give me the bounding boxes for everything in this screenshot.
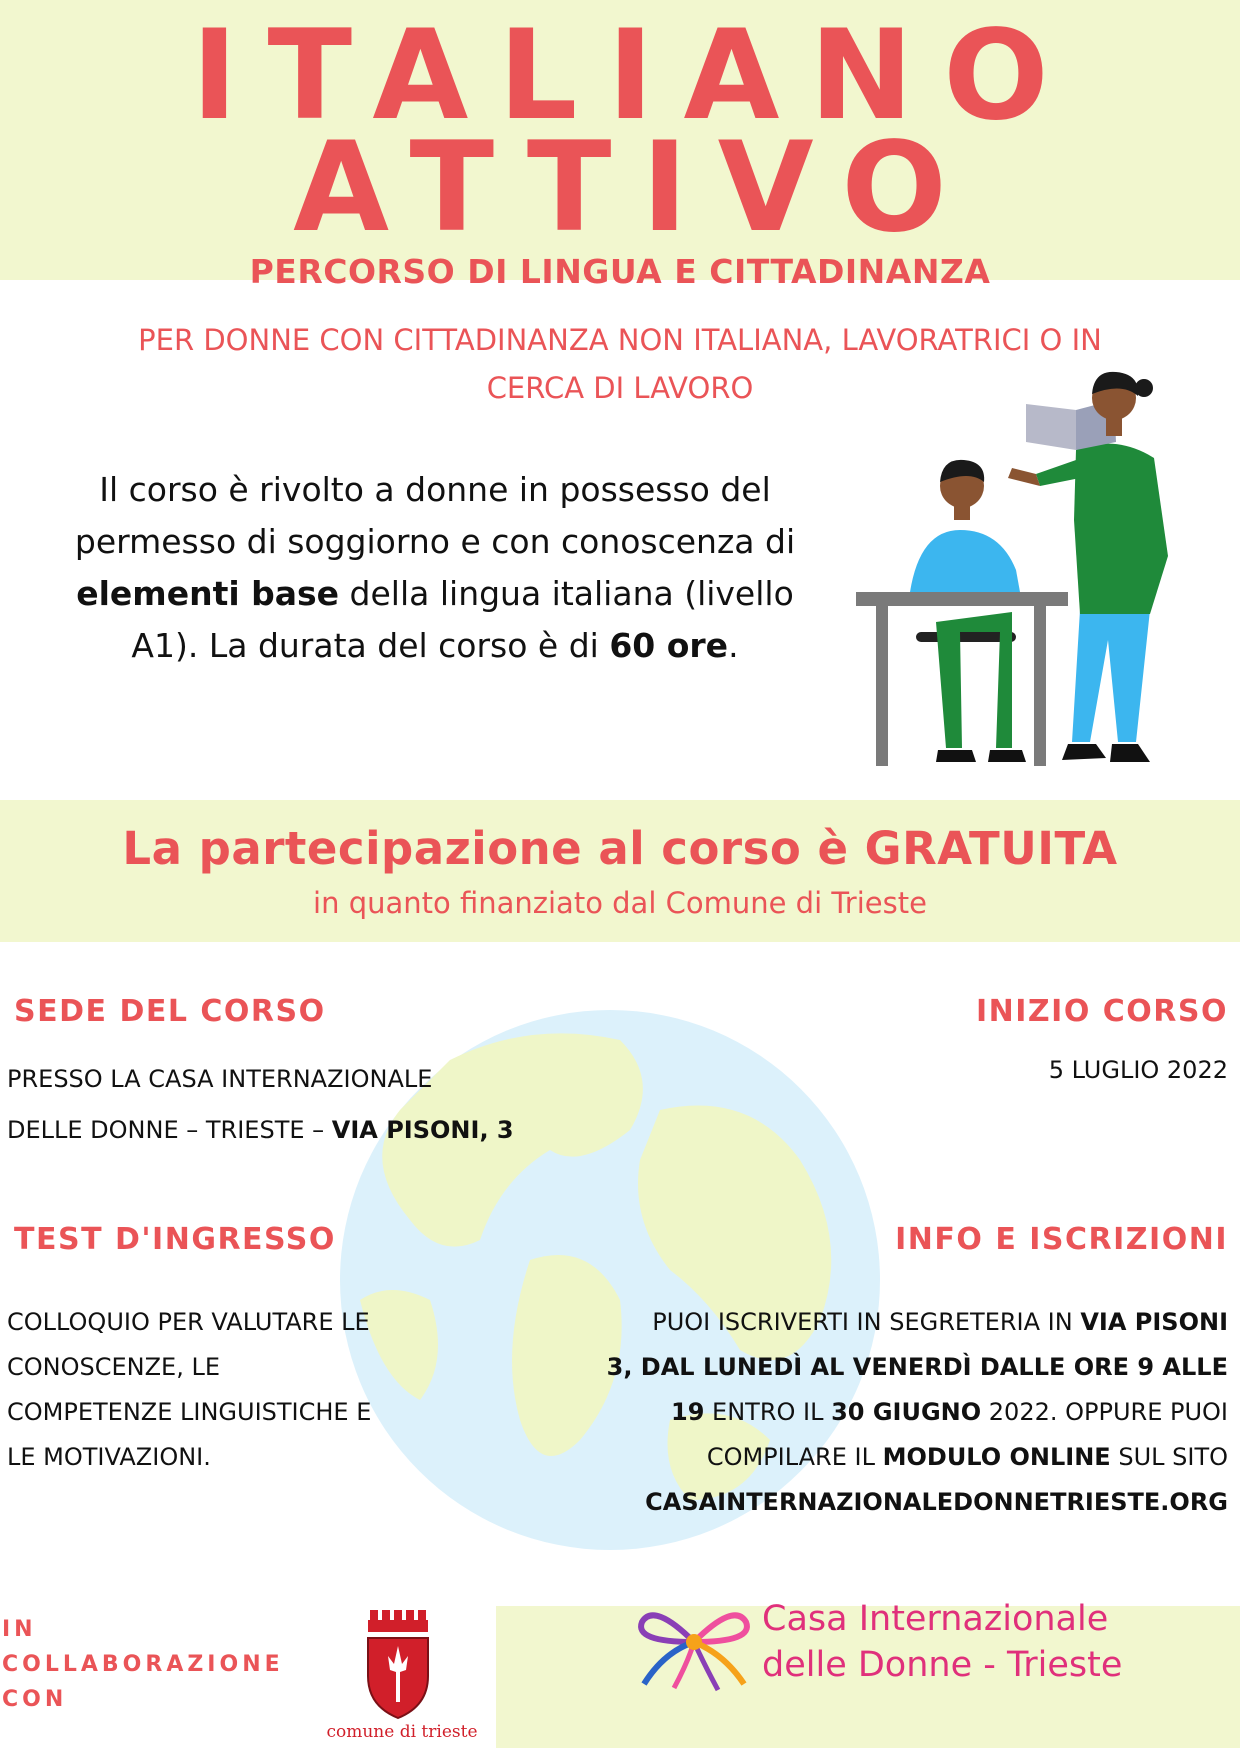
casa-name-line-1: Casa Internazionale <box>762 1599 1109 1639</box>
crest-icon <box>308 1606 496 1722</box>
info-line-4-text-2: SUL SITO <box>1110 1443 1228 1471</box>
trieste-crest-logo <box>308 1606 496 1748</box>
info-address-1: VIA PISONI <box>1080 1308 1228 1336</box>
title-line-2: ATTIVO <box>293 116 977 260</box>
info-website: CASAINTERNAZIONALEDONNETRIESTE.ORG <box>645 1488 1228 1516</box>
collab-line-3: CON <box>2 1687 68 1712</box>
test-line-2: CONOSCENZE, LE <box>7 1353 220 1381</box>
casa-name-line-2: delle Donne - Trieste <box>762 1645 1123 1685</box>
info-line-4 <box>528 1435 1228 1480</box>
collaboration-label <box>2 1612 302 1717</box>
info-line-3-text-2: 2022. OPPURE PUOI <box>981 1398 1228 1426</box>
intro-text-2: della lingua italiana (livello A1). La durata del corso è di <box>131 574 794 665</box>
info-line-4-text-1: COMPILARE IL <box>706 1443 883 1471</box>
audience-line-2: CERCA DI LAVORO <box>486 371 754 405</box>
ribbon-logo-icon <box>634 1592 754 1692</box>
teacher-student-illustration <box>850 370 1210 780</box>
info-deadline: 30 GIUGNO <box>831 1398 982 1426</box>
test-line-3: COMPETENZE LINGUISTICHE E <box>7 1398 372 1426</box>
intro-bold-2: 60 ore <box>609 626 729 665</box>
info-online-form: MODULO ONLINE <box>882 1443 1111 1471</box>
info-line-1-text: PUOI ISCRIVERTI IN SEGRETERIA IN <box>652 1308 1081 1336</box>
casa-internazionale-name <box>762 1596 1182 1688</box>
test-line-4: LE MOTIVAZIONI. <box>7 1443 211 1471</box>
info-line-3 <box>528 1390 1228 1435</box>
intro-text-3: . <box>728 626 739 665</box>
sede-text <box>7 1054 514 1156</box>
info-schedule: 3, DAL LUNEDÌ AL VENERDÌ DALLE ORE 9 ALLE <box>606 1353 1228 1381</box>
sede-address: VIA PISONI, 3 <box>331 1116 514 1144</box>
title-line-1: ITALIANO <box>191 4 1079 148</box>
inizio-date: 5 LUGLIO 2022 <box>1048 1056 1228 1084</box>
audience-line-1: PER DONNE CON CITTADINANZA NON ITALIANA, LAVORATRICI O IN <box>138 323 1102 357</box>
info-hour: 19 <box>671 1398 705 1426</box>
crest-label: comune di trieste <box>326 1722 478 1742</box>
info-line-3-text-1: ENTRO IL <box>704 1398 832 1426</box>
info-line-5 <box>528 1480 1228 1525</box>
info-line-1 <box>528 1300 1228 1345</box>
sede-heading: SEDE DEL CORSO <box>14 994 326 1029</box>
collab-line-1: IN <box>2 1617 37 1642</box>
info-heading: INFO E ISCRIZIONI <box>895 1222 1228 1257</box>
test-text <box>7 1300 371 1480</box>
sede-line-2 <box>7 1105 514 1156</box>
test-line-1: COLLOQUIO PER VALUTARE LE <box>7 1308 370 1336</box>
free-subtitle: in quanto finanziato dal Comune di Trieste <box>313 886 927 920</box>
intro-bold-1: elementi base <box>76 574 340 613</box>
subtitle: PERCORSO DI LINGUA E CITTADINANZA <box>249 252 991 291</box>
test-heading: TEST D'INGRESSO <box>14 1222 336 1257</box>
info-text <box>528 1300 1228 1525</box>
info-line-2 <box>528 1345 1228 1390</box>
collab-line-2: COLLABORAZIONE <box>2 1652 284 1677</box>
inizio-heading: INIZIO CORSO <box>975 994 1228 1029</box>
sede-line-1: PRESSO LA CASA INTERNAZIONALE <box>7 1065 433 1093</box>
free-title: La partecipazione al corso è GRATUITA <box>122 822 1118 875</box>
intro-text-1: Il corso è rivolto a donne in possesso del permesso di soggiorno e con conoscenza di <box>74 470 796 561</box>
sede-line-2-prefix: DELLE DONNE – TRIESTE – <box>7 1116 332 1144</box>
intro-paragraph <box>40 464 830 672</box>
